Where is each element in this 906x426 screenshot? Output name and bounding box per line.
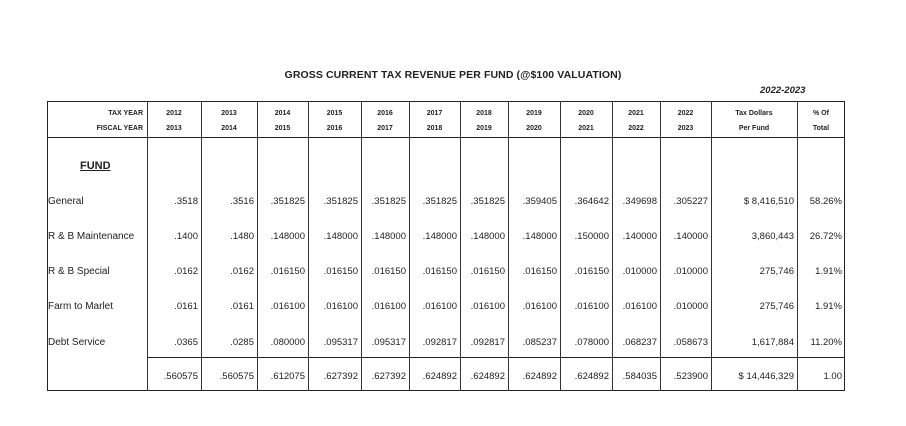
year-range: 2022-2023: [760, 85, 806, 96]
tax-year-header: 2019: [526, 110, 542, 117]
rate-cell: .351825: [422, 196, 457, 207]
rate-cell: .010000: [622, 266, 657, 277]
rate-cell: .058673: [673, 337, 708, 348]
tax-year-header: 2013: [221, 110, 237, 117]
rate-cell: .016150: [522, 266, 557, 277]
rate-cell: .148000: [323, 231, 358, 242]
fund-row-label: General: [48, 196, 84, 207]
rate-cell: .092817: [470, 337, 505, 348]
rate-cell: .349698: [622, 196, 657, 207]
total-rate-cell: .523900: [673, 371, 708, 382]
pct-cell: 11.20%: [810, 337, 842, 348]
total-rate-cell: .627392: [371, 371, 406, 382]
rate-cell: .095317: [323, 337, 358, 348]
tax-dollars-header: Tax Dollars: [735, 110, 773, 117]
rate-cell: .016100: [522, 301, 557, 312]
pct-cell: 1.91%: [815, 301, 842, 312]
rate-cell: .1480: [230, 231, 254, 242]
rate-cell: .0162: [230, 266, 254, 277]
rate-cell: .016100: [323, 301, 358, 312]
tax-year-header: 2015: [326, 110, 343, 117]
fiscal-year-header: 2016: [326, 125, 343, 132]
fiscal-year-header: 2018: [426, 125, 443, 132]
tax-dollars-header-2: Per Fund: [738, 125, 770, 132]
rate-cell: .068237: [622, 337, 657, 348]
rate-cell: .010000: [673, 266, 708, 277]
rate-cell: .016150: [270, 266, 305, 277]
total-dollars-cell: $ 14,446,329: [738, 371, 794, 382]
rate-cell: .016150: [470, 266, 505, 277]
total-rate-cell: .624892: [470, 371, 505, 382]
tax-dollars-cell: 1,617,884: [751, 337, 794, 348]
fiscal-year-header: 2023: [677, 125, 694, 132]
total-rate-cell: .624892: [574, 371, 609, 382]
rate-cell: .351825: [270, 196, 305, 207]
tax-year-header: 2012: [166, 110, 182, 117]
tax-dollars-cell: 275,746: [759, 266, 794, 277]
rate-cell: .016100: [470, 301, 505, 312]
tax-year-header: 2021: [628, 110, 644, 117]
rate-cell: .148000: [522, 231, 557, 242]
tax-year-header: 2016: [377, 110, 393, 117]
rate-cell: .140000: [673, 231, 708, 242]
rate-cell: .016150: [422, 266, 457, 277]
rate-cell: .078000: [574, 337, 609, 348]
rate-cell: .359405: [522, 196, 557, 207]
fund-row-label: Farm to Marlet: [48, 301, 114, 312]
rate-cell: .0285: [230, 337, 254, 348]
rate-cell: .080000: [270, 337, 305, 348]
rate-cell: .0365: [174, 337, 198, 348]
header-divider: [47, 137, 845, 138]
fiscal-year-header: 2020: [526, 125, 542, 132]
rate-cell: .016100: [422, 301, 457, 312]
rate-cell: .148000: [470, 231, 505, 242]
fiscal-year-header: 2021: [578, 125, 594, 132]
rate-cell: .016100: [574, 301, 609, 312]
rate-cell: .351825: [470, 196, 505, 207]
tax-year-header: 2014: [274, 110, 291, 117]
rate-cell: .351825: [323, 196, 358, 207]
rate-cell: .016150: [371, 266, 406, 277]
pct-cell: 58.26%: [809, 196, 842, 207]
rate-cell: .351825: [371, 196, 406, 207]
rate-cell: .016100: [622, 301, 657, 312]
total-rate-cell: .624892: [522, 371, 557, 382]
rate-cell: .095317: [371, 337, 406, 348]
tax-year-header: 2017: [426, 110, 443, 117]
tax-dollars-cell: 275,746: [759, 301, 794, 312]
tax-year-header: 2018: [476, 110, 492, 117]
total-rate-cell: .627392: [323, 371, 358, 382]
fiscal-year-header: 2019: [476, 125, 492, 132]
rate-cell: .148000: [422, 231, 457, 242]
totals-divider: [147, 357, 845, 358]
rate-cell: .016100: [371, 301, 406, 312]
rate-cell: .148000: [371, 231, 406, 242]
rate-cell: .148000: [270, 231, 305, 242]
total-rate-cell: .560575: [163, 371, 198, 382]
tax-dollars-cell: 3,860,443: [751, 231, 794, 242]
rate-cell: .016100: [270, 301, 305, 312]
pct-header: % Of: [813, 110, 829, 117]
report-title: GROSS CURRENT TAX REVENUE PER FUND (@$100 VALUATION): [284, 69, 622, 81]
rate-cell: .150000: [574, 231, 609, 242]
rate-cell: .016150: [574, 266, 609, 277]
total-rate-cell: .624892: [422, 371, 457, 382]
fund-row-label: R & B Special: [48, 266, 110, 277]
rate-cell: .0161: [174, 301, 198, 312]
tax-year-label: TAX YEAR: [108, 110, 143, 117]
fiscal-year-label: FISCAL YEAR: [96, 125, 143, 132]
fund-row-label: Debt Service: [48, 337, 106, 348]
pct-cell: 26.72%: [809, 231, 842, 242]
rate-cell: .0162: [174, 266, 198, 277]
tax-year-header: 2022: [677, 110, 694, 117]
total-rate-cell: .584035: [622, 371, 657, 382]
rate-cell: .092817: [422, 337, 457, 348]
total-pct-cell: 1.00: [823, 371, 842, 382]
rate-cell: .1400: [174, 231, 198, 242]
rate-cell: .010000: [673, 301, 708, 312]
fund-header: FUND: [80, 160, 111, 172]
rate-cell: .140000: [622, 231, 657, 242]
pct-header-2: Total: [812, 125, 830, 132]
fund-row-label: R & B Maintenance: [48, 231, 135, 242]
rate-cell: .3516: [230, 196, 254, 207]
rate-cell: .0161: [230, 301, 254, 312]
fiscal-year-header: 2014: [221, 125, 237, 132]
rate-cell: .364642: [574, 196, 609, 207]
fiscal-year-header: 2022: [628, 125, 644, 132]
tax-dollars-cell: $ 8,416,510: [743, 196, 794, 207]
rate-cell: .016150: [323, 266, 358, 277]
pct-cell: 1.91%: [815, 266, 842, 277]
fiscal-year-header: 2017: [377, 125, 393, 132]
fiscal-year-header: 2015: [274, 125, 291, 132]
fiscal-year-header: 2013: [166, 125, 182, 132]
rate-cell: .085237: [522, 337, 557, 348]
rate-cell: .305227: [673, 196, 708, 207]
total-rate-cell: .560575: [219, 371, 254, 382]
total-rate-cell: .612075: [270, 371, 305, 382]
rate-cell: .3518: [174, 196, 198, 207]
tax-year-header: 2020: [578, 110, 594, 117]
